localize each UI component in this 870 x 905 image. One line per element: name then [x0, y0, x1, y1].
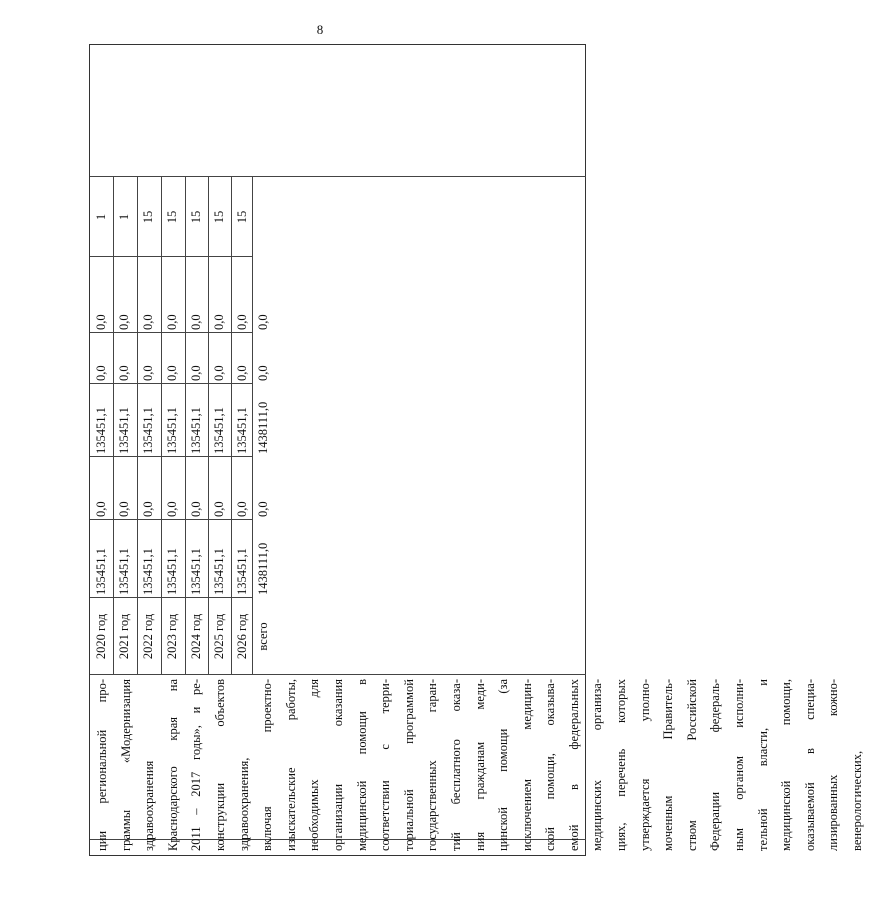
table-cell-regional: 135451,1: [212, 407, 226, 454]
description-line: здравоохранения: [142, 760, 157, 851]
description-line: лизированных кожно-: [826, 679, 841, 851]
table-cell-extra: 0,0: [117, 314, 131, 330]
description-line: изыскательские работы,: [283, 679, 298, 851]
table-cell-indicator: 15: [141, 210, 155, 224]
description-line: государственных гаран-: [425, 679, 440, 851]
description-line: 2011 – 2017 годы», и ре-: [189, 679, 204, 851]
description-line: циях, перечень которых: [614, 679, 629, 851]
description-line: организации оказания: [330, 679, 345, 851]
grid-line-h: [161, 177, 162, 675]
description-line: соответствии с терри-: [378, 679, 393, 851]
description-line: моченным Правитель-: [661, 679, 676, 851]
description-line: медицинской помощи,: [779, 679, 794, 851]
description-line: ции региональной про-: [95, 679, 109, 851]
description-line: цинской помощи (за: [496, 679, 511, 851]
table-cell-extra: 0,0: [235, 314, 249, 330]
grid-line-v: [90, 256, 252, 257]
table-cell-regional: 135451,1: [94, 407, 108, 454]
table-cell-year: 2020 год: [94, 613, 108, 660]
table-cell-total: 135451,1: [189, 548, 203, 595]
table-cell-local: 0,0: [141, 365, 155, 381]
table-cell-local: 0,0: [256, 365, 270, 381]
table-cell-extra: 0,0: [256, 314, 270, 330]
grid-line-h: [208, 177, 209, 675]
description-line: здравоохранения,: [236, 757, 251, 851]
table-cell-fed: 0,0: [256, 501, 270, 517]
table-cell-regional: 1438111,0: [256, 401, 270, 454]
table-cell-local: 0,0: [117, 365, 131, 381]
table-cell-local: 0,0: [165, 365, 179, 381]
table-cell-regional: 135451,1: [235, 407, 249, 454]
table-cell-year: всего: [256, 622, 270, 651]
description-line: медицинских организа-: [590, 679, 605, 851]
description-line: ния гражданам меди-: [472, 679, 487, 851]
grid-line-h: [113, 177, 114, 675]
description-line: граммы «Модернизация: [118, 679, 133, 851]
grid-line-v: [90, 597, 252, 598]
table-cell-local: 0,0: [189, 365, 203, 381]
table-cell-fed: 0,0: [117, 501, 131, 517]
description-line: тельной власти, и: [755, 679, 770, 851]
table-cell-indicator: 1: [94, 213, 108, 221]
table-cell-total: 135451,1: [165, 548, 179, 595]
description-line: ториальной программой: [401, 679, 416, 851]
table-cell-local: 0,0: [235, 365, 249, 381]
grid-line-h: [231, 177, 232, 675]
table-cell-fed: 0,0: [141, 501, 155, 517]
grid-line-v: [90, 176, 586, 177]
table-cell-total: 1438111,0: [256, 542, 270, 595]
table-cell-extra: 0,0: [94, 314, 108, 330]
measure-description: [90, 675, 864, 855]
table-cell-indicator: 1: [117, 213, 131, 221]
table-cell-year: 2026 год: [235, 613, 249, 660]
table-cell-total: 135451,1: [212, 548, 226, 595]
grid-line-h: [137, 177, 138, 675]
description-line: венерологических,: [850, 750, 864, 851]
table-cell-year: 2024 год: [189, 613, 203, 660]
table-cell-fed: 0,0: [212, 501, 226, 517]
description-line: включая проектно-: [260, 679, 275, 851]
description-line: емой в федеральных: [566, 679, 581, 851]
description-line: Краснодарского края на: [165, 679, 180, 851]
page-number: 8: [316, 22, 324, 37]
table-cell-extra: 0,0: [189, 314, 203, 330]
table-cell-indicator: 15: [189, 210, 203, 224]
grid-line-v: [90, 456, 252, 457]
description-line: необходимых для: [307, 679, 322, 851]
table-cell-total: 135451,1: [94, 548, 108, 595]
table-cell-year: 2022 год: [141, 613, 155, 660]
grid-line-v: [90, 332, 252, 333]
table-cell-regional: 135451,1: [141, 407, 155, 454]
table-cell-year: 2023 год: [165, 613, 179, 660]
rotated-table: [90, 44, 864, 855]
grid-line-h: [185, 177, 186, 675]
table-cell-indicator: 15: [165, 210, 179, 224]
table-cell-total: 135451,1: [235, 548, 249, 595]
table-cell-extra: 0,0: [141, 314, 155, 330]
description-line: Федерации федераль-: [708, 679, 723, 851]
description-line: утверждается уполно-: [637, 679, 652, 851]
description-line: тий бесплатного оказа-: [448, 679, 463, 851]
table-cell-year: 2021 год: [117, 613, 131, 660]
table-cell-regional: 135451,1: [165, 407, 179, 454]
grid-line-v: [90, 519, 252, 520]
table-cell-indicator: 15: [235, 210, 249, 224]
table-cell-fed: 0,0: [189, 501, 203, 517]
grid-line-h: [252, 177, 253, 675]
table-cell-local: 0,0: [212, 365, 226, 381]
table-cell-extra: 0,0: [212, 314, 226, 330]
table-cell-year: 2025 год: [212, 613, 226, 660]
table-cell-fed: 0,0: [235, 501, 249, 517]
table-cell-indicator: 15: [212, 210, 226, 224]
table-cell-regional: 135451,1: [117, 407, 131, 454]
description-line: ством Российской: [684, 679, 699, 851]
table-cell-fed: 0,0: [94, 501, 108, 517]
table-cell-total: 135451,1: [117, 548, 131, 595]
description-line: ской помощи, оказыва-: [543, 679, 558, 851]
description-line: оказываемой в специа-: [802, 679, 817, 851]
table-cell-regional: 135451,1: [189, 407, 203, 454]
description-line: ным органом исполни-: [732, 679, 747, 851]
grid-line-v: [90, 383, 252, 384]
table-cell-extra: 0,0: [165, 314, 179, 330]
description-line: медицинской помощи в: [354, 679, 369, 851]
table-cell-fed: 0,0: [165, 501, 179, 517]
table-cell-local: 0,0: [94, 365, 108, 381]
description-line: конструкции объектов: [212, 679, 227, 851]
description-line: исключением медицин-: [519, 679, 534, 851]
table-cell-total: 135451,1: [141, 548, 155, 595]
